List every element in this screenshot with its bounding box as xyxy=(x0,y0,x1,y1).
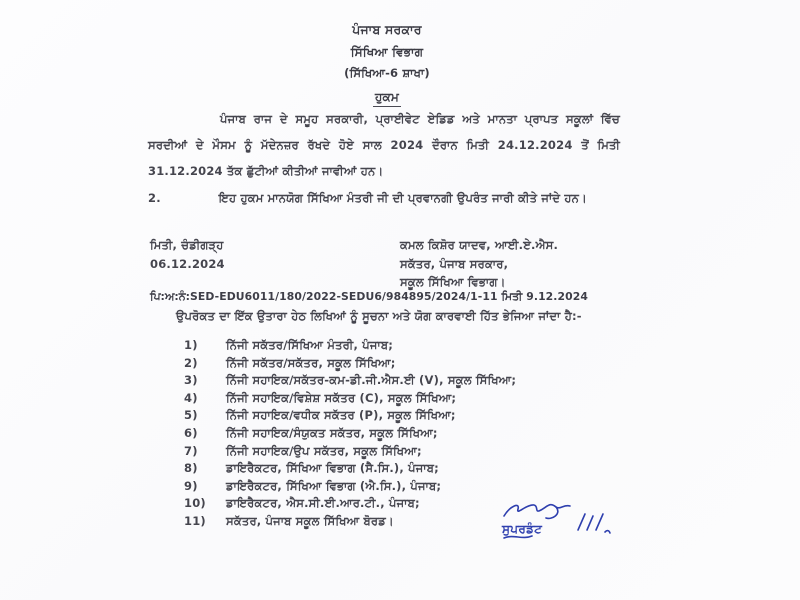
list-item xyxy=(184,356,604,374)
list-item xyxy=(184,373,604,391)
list-item-text: ਡਾਇਰੈਕਟਰ, ਐਸ.ਸੀ.ਈ.ਆਰ.ਟੀ., ਪੰਜਾਬ; xyxy=(226,496,420,511)
dateline-block xyxy=(150,236,225,273)
list-item xyxy=(184,408,604,426)
list-item-text: ਨਿੱਜੀ ਸਹਾਇਕ/ਉਪ ਸਕੱਤਰ, ਸਕੂਲ ਸਿੱਖਿਆ; xyxy=(226,443,422,458)
list-item xyxy=(184,426,604,444)
list-item-text: ਡਾਇਰੈਕਟਰ, ਸਿੱਖਿਆ ਵਿਭਾਗ (ਸੈ.ਸਿ.), ਪੰਜਾਬ; xyxy=(226,461,439,476)
list-item xyxy=(184,444,604,462)
list-item xyxy=(184,461,604,479)
signatory-title-line1: ਸਕੱਤਰ, ਪੰਜਾਬ ਸਰਕਾਰ, xyxy=(400,256,509,271)
list-item-text: ਨਿੱਜੀ ਸਹਾਇਕ/ਵਿਸ਼ੇਸ਼ ਸਕੱਤਰ (C), ਸਕੂਲ ਸਿੱਖਿਆ; xyxy=(226,390,457,405)
paragraph-2-number: 2. xyxy=(148,191,161,205)
endorsement-intro: ਉਪਰੋਕਤ ਦਾ ਇੱਕ ਉਤਾਰਾ ਹੇਠ ਲਿਖਿਆਂ ਨੂੰ ਸੂਚਨਾ ਅਤੇ ਯੋਗ ਕਾਰਵਾਈ ਹਿੱਤ ਭੇਜਿਆ ਜਾਂਦਾ ਹੈ:- xyxy=(176,309,582,323)
list-item-text: ਡਾਇਰੈਕਟਰ, ਸਿੱਖਿਆ ਵਿਭਾਗ (ਐ.ਸਿ.), ਪੰਜਾਬ; xyxy=(226,478,442,493)
paragraph-2-text: ਇਹ ਹੁਕਮ ਮਾਨਯੋਗ ਸਿੱਖਿਆ ਮੰਤਰੀ ਜੀ ਦੀ ਪ੍ਰਵਾਨਗੀ ਉਪਰੰਤ ਜਾਰੀ ਕੀਤੇ ਜਾਂਦੇ ਹਨ। xyxy=(218,191,588,205)
signatory-title-line2: ਸਕੂਲ ਸਿੱਖਿਆ ਵਿਭਾਗ। xyxy=(400,275,506,289)
list-item-text: ਨਿੱਜੀ ਸਹਾਇਕ/ਸਕੱਤਰ-ਕਮ-ਡੀ.ਜੀ.ਐਸ.ਈ (V), ਸਕੂਲ ਸਿੱਖਿਆ; xyxy=(226,373,517,388)
list-item xyxy=(184,391,604,409)
list-item-number: 6) xyxy=(184,425,198,440)
list-item-number: 9) xyxy=(184,478,198,493)
superintendent-signature-block xyxy=(492,494,642,550)
signature-designation: ਸੁਪਰਡੰਟ xyxy=(502,522,543,536)
government-order-page xyxy=(148,0,626,600)
list-item-text: ਨਿੱਜੀ ਸਹਾਇਕ/ਸੰਯੁਕਤ ਸਕੱਤਰ, ਸਕੂਲ ਸਿੱਖਿਆ; xyxy=(226,425,438,440)
order-title xyxy=(148,90,626,107)
signatory-name: ਕਮਲ ਕਿਸ਼ੋਰ ਯਾਦਵ, ਆਈ.ਏ.ਐਸ. xyxy=(400,238,559,252)
order-paragraph-2 xyxy=(148,185,620,211)
list-item-number: 7) xyxy=(184,443,198,458)
header-department-name: ਸਿੱਖਿਆ ਵਿਭਾਗ xyxy=(350,45,424,59)
dateline-date: 06.12.2024 xyxy=(150,256,225,271)
dateline-place: ਮਿਤੀ, ਚੰਡੀਗੜ੍ਹ xyxy=(150,238,224,252)
list-item-number: 2) xyxy=(184,355,198,370)
list-item-text: ਨਿੱਜੀ ਸਹਾਇਕ/ਵਧੀਕ ਸਕੱਤਰ (P), ਸਕੂਲ ਸਿੱਖਿਆ; xyxy=(226,408,456,423)
header-branch-name: (ਸਿੱਖਿਆ-6 ਸ਼ਾਖਾ) xyxy=(344,66,430,80)
list-item-number: 1) xyxy=(184,338,198,352)
list-item-number: 11) xyxy=(184,513,206,528)
list-item-number: 3) xyxy=(184,373,198,388)
list-item xyxy=(184,338,604,356)
list-item-number: 4) xyxy=(184,390,198,405)
list-item-text: ਸਕੱਤਰ, ਪੰਜਾਬ ਸਕੂਲ ਸਿੱਖਿਆ ਬੋਰਡ। xyxy=(226,513,394,528)
endorsement-reference-number: ਪਿ:ਅ:ਨੰ:SED-EDU6011/180/2022-SEDU6/984895/2024/1-11 ਮਿਤੀ 9.12.2024 xyxy=(150,290,588,303)
list-item-text: ਨਿੱਜੀ ਸਕੱਤਰ/ਸਿੱਖਿਆ ਮੰਤਰੀ, ਪੰਜਾਬ; xyxy=(226,338,394,352)
list-item-number: 10) xyxy=(184,496,206,511)
header-government-name: ਪੰਜਾਬ ਸਰਕਾਰ xyxy=(352,22,422,37)
order-paragraph-1: ਪੰਜਾਬ ਰਾਜ ਦੇ ਸਮੂਹ ਸਰਕਾਰੀ, ਪ੍ਰਾਈਵੇਟ ਏਡਿਡ ਅਤੇ ਮਾਨਤਾ ਪ੍ਰਾਪਤ ਸਕੂਲਾਂ ਵਿੱਚ ਸਰਦੀਆਂ ਦੇ ਮੌਸਮ ਨੂੰ ਮੱਦੇਨਜ਼ਰ ਰੱਖਦੇ ਹੋਏ ਸਾਲ 2024 ਦੌਰਾਨ ਮਿਤੀ 24.12.2024 ਤੋਂ ਮਿਤੀ 31.12.2024 ਤੱਕ ਛੁੱਟੀਆਂ ਕੀਤੀਆਂ ਜਾਵੀਆਂ ਹਨ। xyxy=(148,112,620,178)
list-item-text: ਨਿੱਜੀ ਸਕੱਤਰ/ਸਕੱਤਰ, ਸਕੂਲ ਸਿੱਖਿਆ; xyxy=(226,355,396,370)
order-title-text: ਹੁਕਮ xyxy=(373,90,401,107)
list-item-number: 5) xyxy=(184,408,198,423)
list-item-number: 8) xyxy=(184,461,198,476)
signatory-block xyxy=(400,236,558,292)
